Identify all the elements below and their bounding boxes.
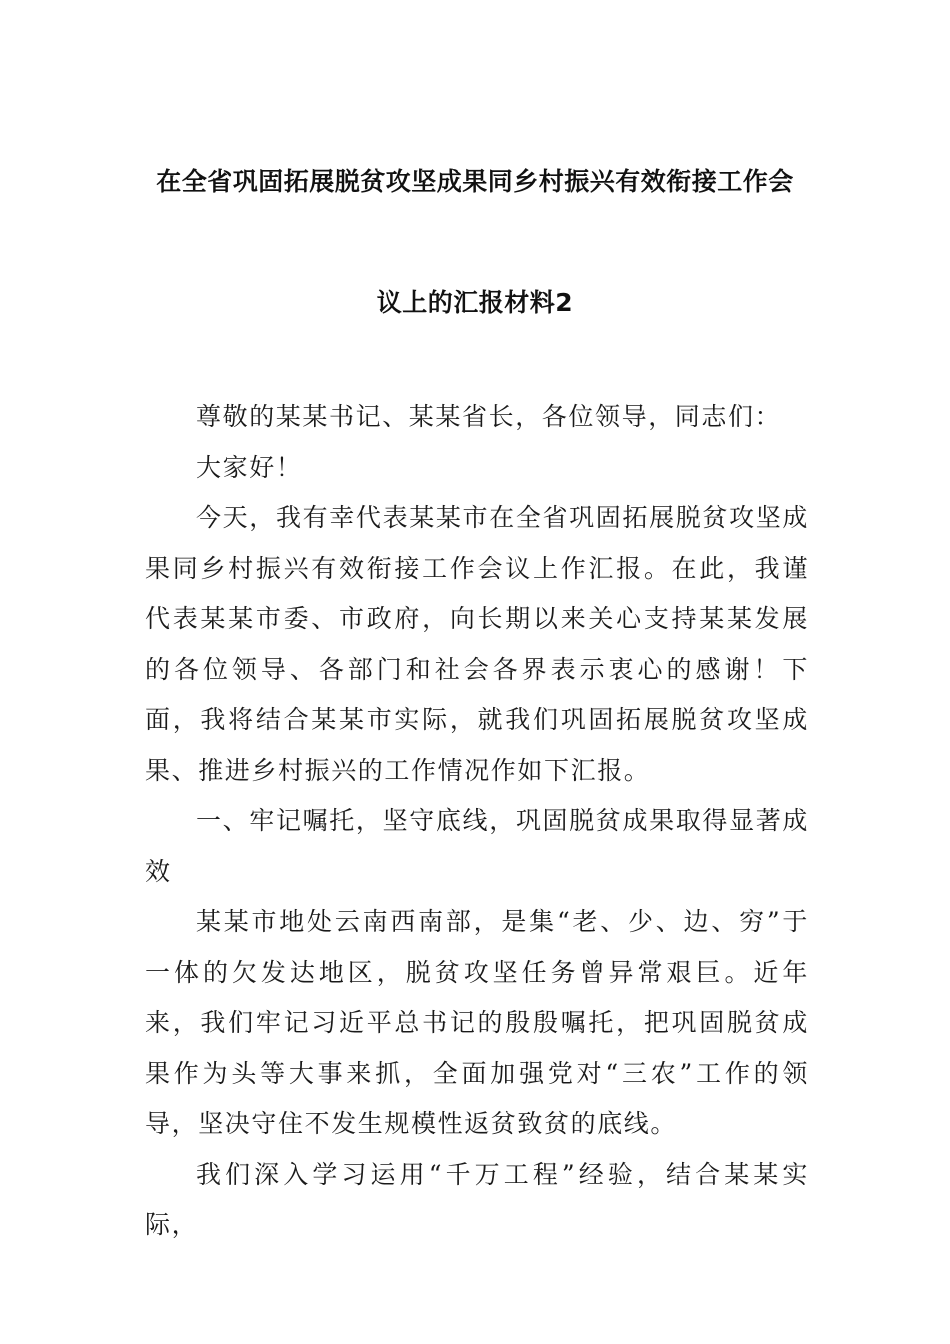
section-heading: 一、牢记嘱托，坚守底线，巩固脱贫成果取得显著成效: [145, 806, 809, 886]
body-paragraph: 我们深入学习运用“千万工程”经验，结合某某实际，: [145, 1159, 809, 1239]
salutation: 尊敬的某某书记、某某省长，各位领导，同志们：: [196, 402, 782, 431]
intro-paragraph: 今天，我有幸代表某某市在全省巩固拓展脱贫攻坚成果同乡村振兴有效衔接工作会议上作汇报。在此，我谨代表某某市委、市政府，向长期以来关心支持某某发展的各位领导、各部门和社会各界表示衷心的感谢！下面，我将结合某某市实际，就我们巩固拓展脱贫攻坚成果、推进乡村振兴的工作情况作如下汇报。: [145, 503, 809, 785]
body-paragraph: 某某市地处云南西南部，是集“老、少、边、穷”于一体的欠发达地区，脱贫攻坚任务曾异常艰巨。近年来，我们牢记习近平总书记的殷殷嘱托，把巩固脱贫成果作为头等大事来抓，全面加强党对“三农”工作的领导，坚决守住不发生规模性返贫致贫的底线。: [145, 907, 809, 1138]
document-title-line-1: 在全省巩固拓展脱贫攻坚成果同乡村振兴有效衔接工作会: [156, 167, 794, 196]
greeting: 大家好！: [196, 452, 303, 482]
document-body: [145, 392, 809, 1251]
document-title-line-2: 议上的汇报材料2: [376, 288, 574, 317]
